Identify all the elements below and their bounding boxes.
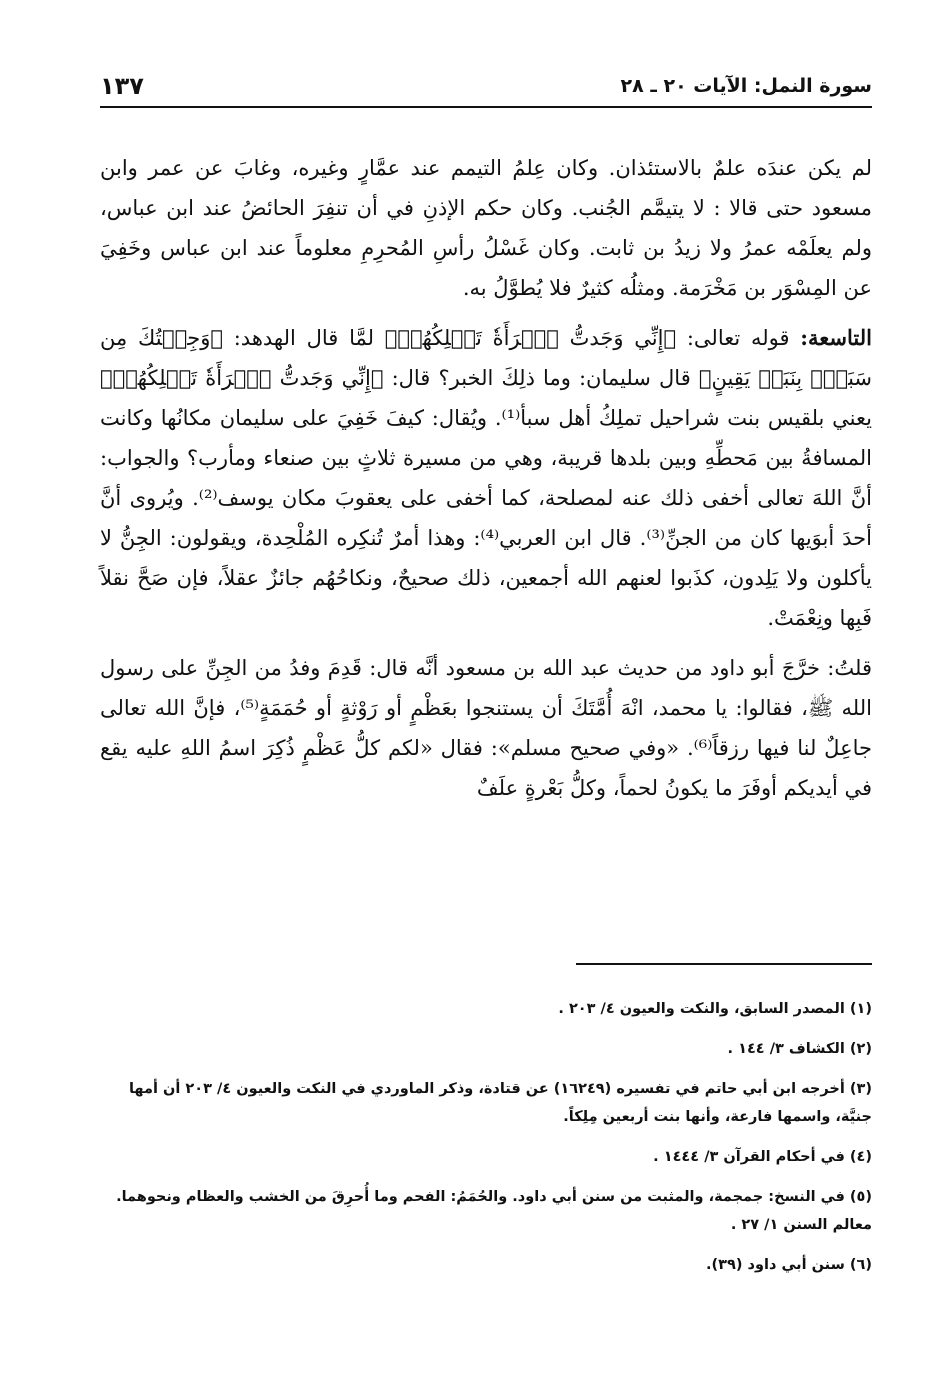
page-header — [100, 66, 872, 108]
page-number: ١٣٧ — [100, 72, 144, 100]
paragraph-text: لم يكن عندَه علمٌ بالاستئذان. وكان عِلمُ التيمم عند عمَّارٍ وغيره، وغابَ عن عمر وابن مسعود حتى قالا : لا يتيمَّم الجُنب. وكان حكم الإذنِ في أن تنفِرَ الحائضُ عند ابن عباس، ولم يعلَمْه عمرُ ولا زيدُ بن ثابت. وكان غَسْلُ رأسِ المُحرِمِ معلوماً عند ابن عباس وخَفِيَ عن المِسْوَر بن مَخْرَمة. ومثلُه كثيرٌ فلا يُطوَّلُ به. — [100, 156, 872, 300]
main-text — [100, 148, 872, 818]
footnote: (٥) في النسخ: جمجمة، والمثبت من سنن أبي داود. والحُمَمُ: الفحم وما أُحرِقَ من الخشب والعظام ونحوهما. معالم السنن ١/ ٢٧ . — [116, 1189, 872, 1233]
footnote: (٢) الكشاف ٣/ ١٤٤ . — [727, 1041, 872, 1057]
paragraph — [100, 648, 872, 808]
footnote: (٣) أخرجه ابن أبي حاتم في تفسيره (١٦٢٤٩) عن قتادة، وذكر الماوردي في النكت والعيون ٤/ ٢٠٣ أن أمها جنيَّة، واسمها فارعة، وأنها بنت أربعين مِلِكاً. — [128, 1081, 872, 1125]
footnote: (٦) سنن أبي داود (٣٩). — [706, 1257, 872, 1273]
paragraph — [100, 318, 872, 638]
paragraph-lead: التاسعة: — [800, 325, 872, 350]
footnote-separator — [576, 963, 872, 965]
paragraph — [100, 148, 872, 308]
running-title: سورة النمل: الآيات ٢٠ ـ ٢٨ — [620, 75, 872, 97]
footnote: (١) المصدر السابق، والنكت والعيون ٤/ ٢٠٣ . — [558, 1001, 872, 1017]
footnote: (٤) في أحكام القرآن ٣/ ١٤٤٤ . — [653, 1149, 872, 1165]
paragraph-text: قلتُ: خرَّجَ أبو داود من حديث عبد الله بن مسعود أنَّه قال: قَدِمَ وفدُ من الجِنِّ على رسول الله ﷺ، فقالوا: يا محمد، انْهَ أُمَّتَكَ أن يستنجوا بعَظْمٍ أو رَوْثةٍ أو حُمَمَةٍ⁽⁵⁾، فإنَّ الله تعالى جاعِلٌ لنا فيها رزقاً⁽⁶⁾. «وفي صحيح مسلم»: فقال «لكم كلُّ عَظْمٍ ذُكِرَ اسمُ اللهِ عليه يقع في أيديكم أوفَرَ ما يكونُ لحماً، وكلُّ بَعْرةٍ علَفٌ — [100, 656, 872, 800]
footnotes — [100, 995, 872, 1291]
paragraph-text: قوله تعالى: ﴿إِنِّي وَجَدتُّ ٱمۡرَأَةٗ تَمۡلِكُهُمۡ﴾ لمَّا قال الهدهد: ﴿وَجِئۡتُكَ مِن سَبَإِۭ بِنَبَإٖ يَقِينٍ﴾ قال سليمان: وما ذلِكَ الخبر؟ قال: ﴿إِنِّي وَجَدتُّ ٱمۡرَأَةٗ تَمۡلِكُهُمۡ﴾ يعني بلقيس بنت شراحيل تملِكُ أهل سبأ⁽¹⁾. ويُقال: كيفَ خَفِيَ على سليمان مكانُها وكانت المسافةُ بين مَحطِّهِ وبين بلدها قريبة، وهي من مسيرة ثلاثٍ بين صنعاء ومأرب؟ والجواب: أنَّ اللهَ تعالى أخفى ذلك عنه لمصلحة، كما أخفى على يعقوبَ مكان يوسف⁽²⁾. ويُروى أنَّ أحدَ أبوَيها كان من الجنِّ⁽³⁾. قال ابن العربي⁽⁴⁾: وهذا أمرٌ تُنكِره المُلْحِدة، ويقولون: الجِنُّ لا يأكلون ولا يَلِدون، كذَبوا لعنهم الله أجمعين، ذلك صحيحٌ، ونكاحُهُم جائزٌ عقلاً، فإن صَحَّ نقلاً فَبِها ونِعْمَتْ. — [100, 326, 872, 630]
